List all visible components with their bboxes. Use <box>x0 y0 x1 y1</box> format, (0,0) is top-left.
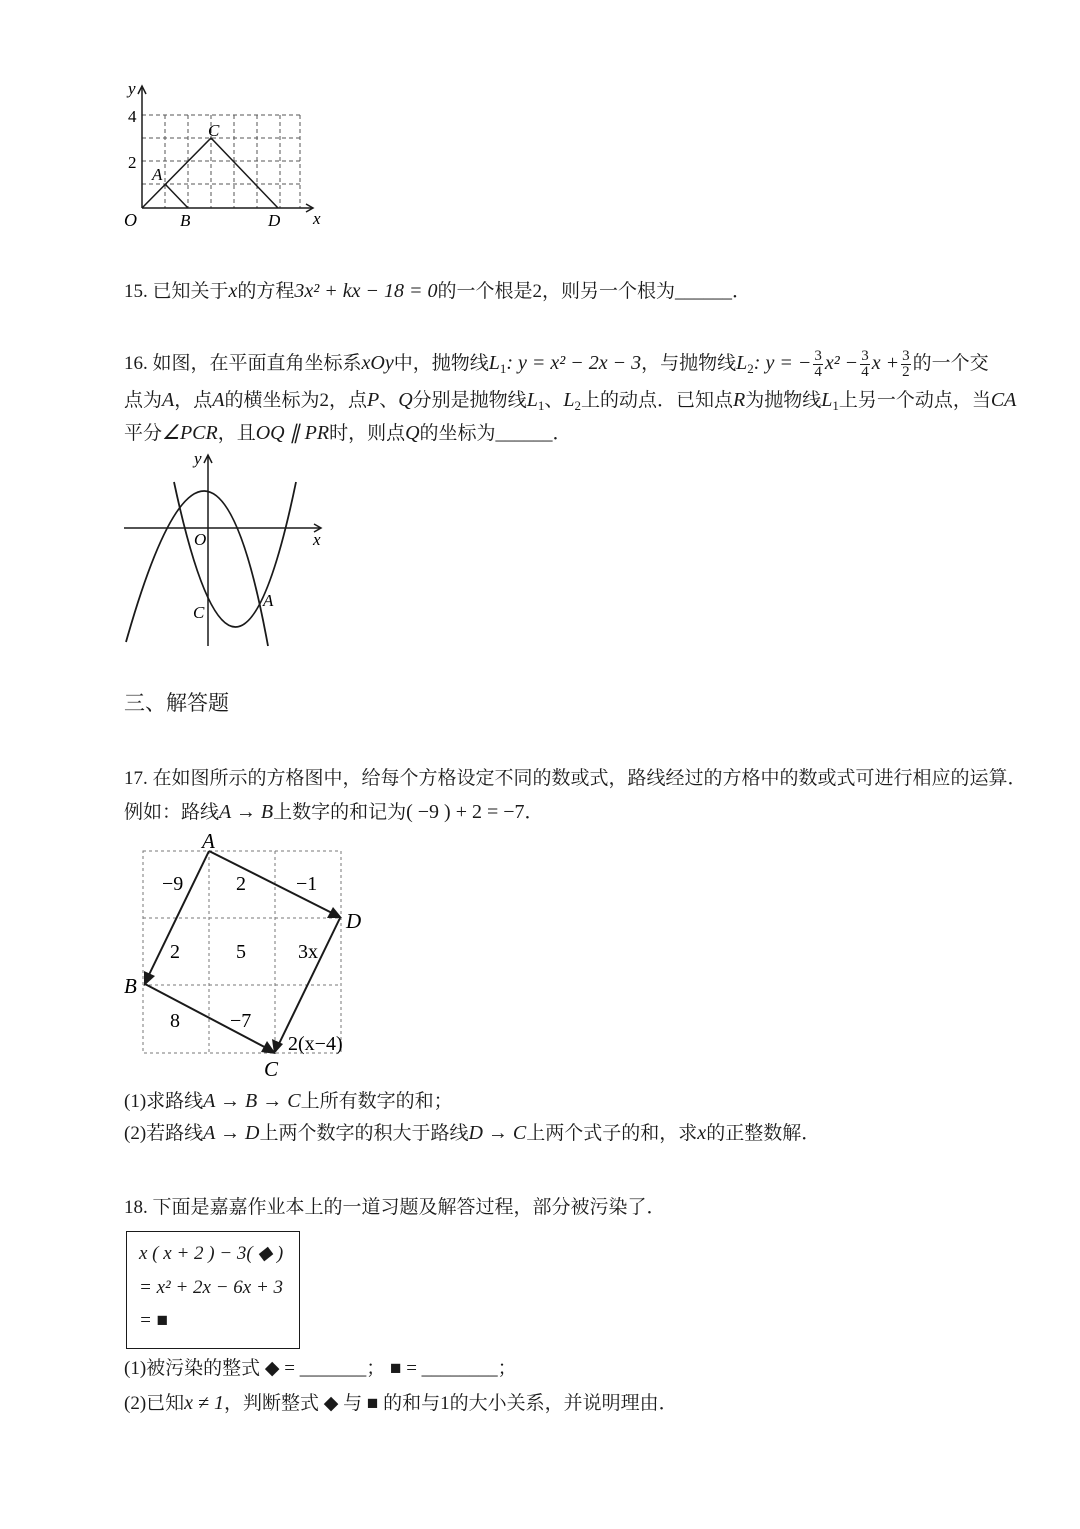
figure-coordinate-grid <box>116 80 336 232</box>
fig2-origin-label: O <box>194 530 207 549</box>
fraction-3-2: $\frac{3}{2}$ <box>902 348 910 381</box>
box-line-3: = ■ <box>139 1310 169 1331</box>
fig1-tick-2: 2 <box>128 153 137 172</box>
fraction-3-4: $\frac{3}{4}$ <box>814 348 822 381</box>
grid-cell-r3c1: 8 <box>170 1010 180 1032</box>
grid-cell-r2c2: 5 <box>236 941 246 963</box>
grid-cell-r3c2: −7 <box>230 1010 252 1032</box>
question-18-part-2: (2)已知x ≠ 1，判断整式 ◆ 与 ■ 的和与1的大小关系，并说明理由． <box>124 1392 678 1414</box>
question-16-line-1: 16. 如图，在平面直角坐标系xOy中，抛物线$L_1$: y = x² − 2x − 3，与抛物线$L_2$: y = − $\frac{3}{4}$ x² − $\frac{3}{4}$ x + $\frac{3}{2}$ 的一个交 <box>124 348 989 381</box>
fig1-point-c: C <box>208 121 220 140</box>
question-16-line-2: 点为A，点A的横坐标为2，点P、Q分别是抛物线$L_1$、$L_2$上的动点．已知点R为抛物线$L_1$上另一个动点，当CA <box>124 389 1017 413</box>
question-18-part-1: (1)被污染的整式 ◆ = _______； ■ = ________； <box>124 1358 517 1379</box>
question-17-part-2: (2)若路线A → D上两个数字的积大于路线D → C上两个式子的和，求x的正整数解． <box>124 1122 821 1144</box>
question-17-line-1: 17. 在如图所示的方格图中，给每个方格设定不同的数或式，路线经过的方格中的数或式可进行相应的运算． <box>124 768 1027 789</box>
fig1-point-b: B <box>180 211 191 230</box>
grid-cell-r2c1: 2 <box>170 941 180 963</box>
grid-label-b: B <box>124 974 137 998</box>
question-15: 15. 已知关于x的方程3x² + kx − 18 = 0的一个根是2，则另一个根为______． <box>124 280 752 302</box>
grid-cell-r1c3: −1 <box>296 873 318 895</box>
fig2-x-label: x <box>313 530 321 549</box>
box-line-1: x ( x + 2 ) − 3( ◆ ) <box>139 1243 284 1264</box>
section-heading: 三、解答题 <box>124 691 229 715</box>
fig1-origin-label: O <box>124 210 137 230</box>
question-17-line-2: 例如：路线A → B上数字的和记为( −9 ) + 2 = −7． <box>124 801 544 823</box>
fig2-point-a: A <box>263 591 274 610</box>
fig2-y-label: y <box>194 450 202 468</box>
grid-cell-r1c2: 2 <box>236 873 246 895</box>
grid-label-c: C <box>264 1057 279 1081</box>
question-18-line-1: 18. 下面是嘉嘉作业本上的一道习题及解答过程，部分被污染了． <box>124 1197 666 1218</box>
fig1-point-d: D <box>268 211 281 230</box>
figure-two-parabolas <box>118 450 334 652</box>
fig1-x-label: x <box>313 209 321 228</box>
grid-cell-r3c3: 2(x−4) <box>288 1033 343 1055</box>
polluted-solution-box <box>126 1231 300 1349</box>
fig1-point-a: A <box>152 165 163 184</box>
fraction-3-4-b: $\frac{3}{4}$ <box>861 348 869 381</box>
grid-label-a: A <box>202 829 215 853</box>
grid-label-d: D <box>346 909 362 933</box>
question-16-line-3: 平分∠PCR，且OQ ∥ PR时，则点Q的坐标为______． <box>124 422 572 444</box>
grid-cell-r1c1: −9 <box>162 873 184 895</box>
question-17-part-1: (1)求路线A → B → C上所有数字的和； <box>124 1090 453 1112</box>
fig1-y-label: y <box>128 80 136 98</box>
grid-cell-r2c3: 3x <box>298 941 318 963</box>
figure-number-grid <box>116 828 372 1082</box>
box-line-2: = x² + 2x − 6x + 3 <box>139 1277 284 1298</box>
fig1-tick-4: 4 <box>128 107 137 126</box>
fig2-point-c: C <box>193 603 205 622</box>
